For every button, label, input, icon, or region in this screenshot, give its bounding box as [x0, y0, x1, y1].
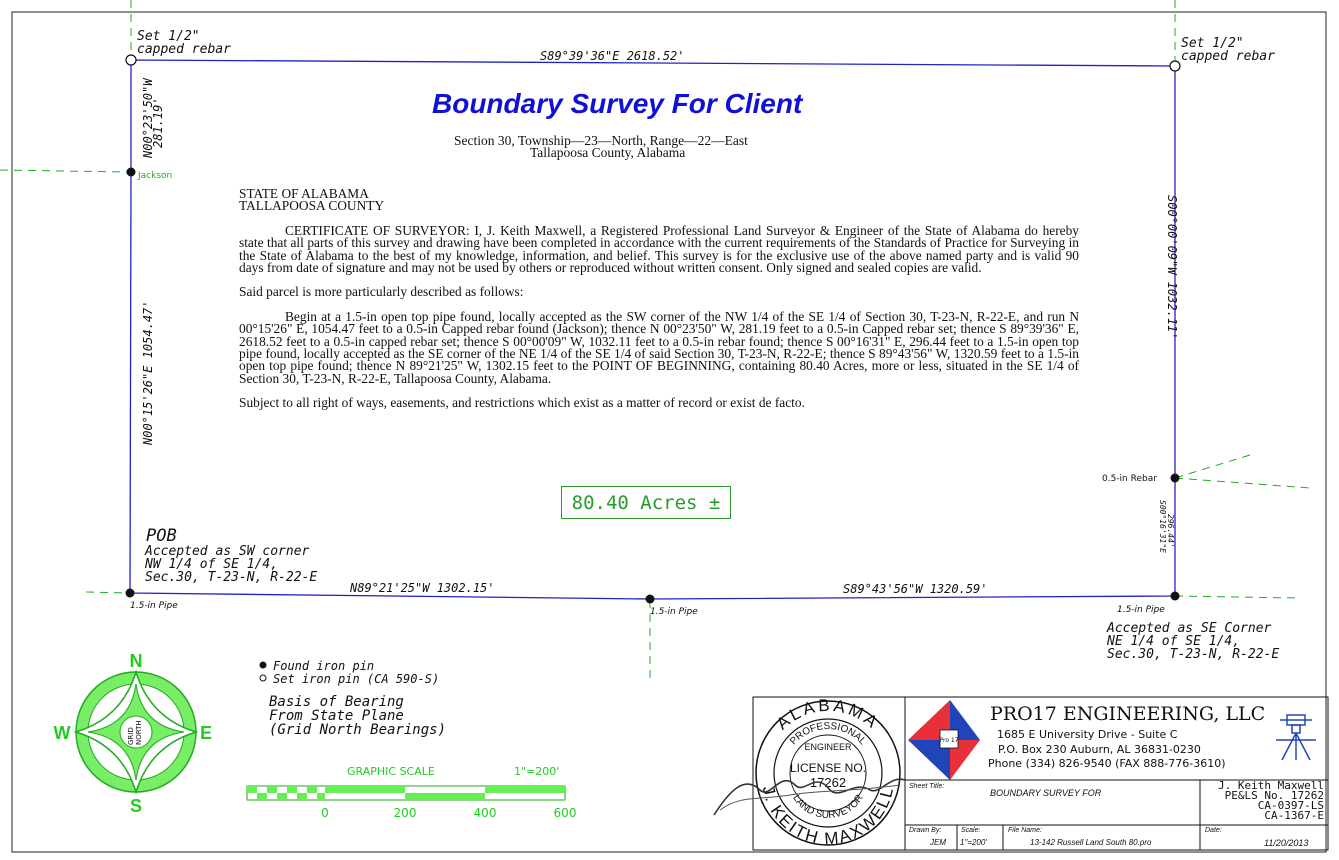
- subtitle-line-1: Section 30, Township—23—North, Range—22—East: [454, 133, 748, 148]
- bearing-east-lower: S00°16'31"E: [1158, 500, 1167, 553]
- cert-county: TALLAPOOSA COUNTY: [239, 198, 385, 214]
- pipe-mid-label: 1.5-in Pipe: [650, 607, 698, 617]
- seal-role-2: ENGINEER: [804, 742, 852, 752]
- scale-title: GRAPHIC SCALE: [347, 765, 435, 778]
- seal-license-label: LICENSE NO.: [789, 761, 867, 775]
- scale-tick-200: 200: [393, 806, 417, 820]
- sheet-title-label: Sheet Title:: [909, 783, 945, 790]
- cert-paragraph-1: CERTIFICATE OF SURVEYOR: I, J. Keith Maxwell, a Registered Professional Land Surveyor & Engineer of the State of Alabama do hereby state that all parts of this survey and drawing have been completed in accordance with the current requirements of the Standards of Practice for Surveying in the State of Alabama to the best of my knowledge, information, and belief. This survey is for the exclusive use of the above named party and is valid 90 days from date of signature and may not be used by others or reproduced without written consent. Only signed and sealed copies are valid.: [239, 222, 1079, 276]
- scale-tick-600: 600: [553, 806, 577, 820]
- firm-address-1: 1685 E University Drive - Suite C: [997, 728, 1178, 741]
- legend-found-icon: [260, 662, 267, 669]
- sheet-title: BOUNDARY SURVEY FOR: [990, 788, 1102, 798]
- drawn-by: JEM: [930, 838, 946, 847]
- engineer-block: [1204, 781, 1324, 821]
- ne-corner-label-2: capped rebar: [1181, 49, 1275, 64]
- found-pin-rebar: [1171, 474, 1180, 483]
- bearing-west-lower: N00°15'26"E 1054.47': [141, 300, 155, 445]
- scale-tick-0: 0: [321, 806, 329, 820]
- bearing-west-upper-dist: 281.19': [151, 97, 165, 148]
- scale-ratio: 1"=200': [514, 765, 560, 778]
- nw-corner-label-1: Set 1/2": [137, 29, 200, 44]
- found-pin-jackson: [127, 168, 136, 177]
- engineer-license-3: CA-1367-E: [1264, 809, 1324, 822]
- se-corner-line-3: Sec.30, T-23-N, R-22-E: [1107, 647, 1280, 662]
- legend-set-icon: [260, 675, 266, 681]
- se-corner-line-2: NE 1/4 of SE 1/4,: [1107, 634, 1241, 649]
- pob-line-1: Accepted as SW corner: [145, 544, 310, 559]
- pob-line-2: NW 1/4 of SE 1/4,: [145, 557, 279, 572]
- cert-paragraph-4: Subject to all right of ways, easements, and restrictions which exist as a matter of record or exist de facto.: [239, 395, 805, 411]
- surveyor-certificate: [239, 188, 1079, 410]
- ne-corner-label-1: Set 1/2": [1181, 36, 1244, 51]
- cert-paragraph-3: Begin at a 1.5-in open top pipe found, locally accepted as the SW corner of the NW 1/4 of the SE 1/4 of Section 30, T-23-N, R-22-E, and run N 00°15'26" E, 1054.47 feet to a 0.5-in Capped rebar found (Jackson); thence N 00°23'50" W, 281.19 feet to a 0.5-in Capped rebar set; thence S 89°39'36" E, 2618.52 feet to a 0.5-in capped rebar set; thence S 00°00'09" W, 1032.11 feet to a 0.5-in rebar found; thence S 00°16'31" E, 296.44 feet to a 1.5-in open top pipe found, locally accepted as the SE corner of the NE 1/4 of the SE 1/4 of said Section 30, T-23-N, R-22-E; thence S 89°43'56" W, 1320.59 feet to a 1.5-in open top pipe found; thence N 89°21'25" W, 1302.15 feet to the POINT OF BEGINNING, containing 80.40 Acres, more or less, situated in the SE 1/4 of Section 30, T-23-N, R-22-E, Tallapoosa County, Alabama.: [239, 308, 1079, 386]
- compass-e: E: [199, 723, 213, 743]
- found-pin-se: [1171, 592, 1180, 601]
- pipe-sw-label: 1.5-in Pipe: [130, 601, 178, 611]
- scale-value: 1"=200': [960, 838, 987, 847]
- seal-state: ALABAMA: [772, 695, 884, 734]
- set-pin-nw: [126, 55, 136, 65]
- file-name-label: File Name:: [1008, 827, 1042, 834]
- scale-label: Scale:: [961, 827, 981, 834]
- cert-paragraph-2: Said parcel is more particularly described as follows:: [239, 284, 524, 300]
- page-subtitle: [454, 135, 748, 159]
- bearing-south-east: S89°43'56"W 1320.59': [843, 582, 988, 596]
- basis-line-2: From State Plane: [269, 708, 404, 724]
- jackson-label: Jackson: [138, 171, 173, 181]
- acreage-box: 80.40 Acres ±: [561, 486, 731, 519]
- seal-role-3: LAND SURVEYOR: [790, 792, 866, 822]
- firm-phone: Phone (334) 826-9540 (FAX 888-776-3610): [988, 757, 1226, 770]
- firm-address-2: P.O. Box 230 Auburn, AL 36831-0230: [998, 743, 1201, 756]
- north-arrow-compass: [54, 651, 213, 816]
- pro17-logo: [908, 700, 980, 780]
- seal-license-no: 17262: [809, 775, 847, 790]
- basis-line-3: (Grid North Bearings): [269, 722, 447, 738]
- set-pin-ne: [1170, 61, 1180, 71]
- pob-line-3: Sec.30, T-23-N, R-22-E: [145, 570, 318, 585]
- seal-name: J. KEITH MAXWELL: [758, 784, 898, 849]
- cert-state: STATE OF ALABAMA: [239, 186, 369, 201]
- theodolite-icon: [1276, 715, 1316, 760]
- scale-tick-400: 400: [473, 806, 497, 820]
- engineer-license-1: PE&LS No. 17262: [1224, 789, 1324, 802]
- subtitle-line-2: Tallapoosa County, Alabama: [530, 145, 686, 160]
- pob-label: POB: [146, 526, 177, 546]
- file-name: 13-142 Russell Land South 80.pro: [1030, 838, 1152, 847]
- firm-name: PRO17 ENGINEERING, LLC: [990, 703, 1266, 725]
- bearing-west-upper: N00°23'50"W: [141, 78, 155, 158]
- basis-line-1: Basis of Bearing: [269, 694, 404, 710]
- legend-found: Found iron pin: [273, 659, 375, 673]
- date-label: Date:: [1205, 827, 1222, 834]
- bearing-north: S89°39'36"E 2618.52': [540, 49, 685, 63]
- rebar-label: 0.5-in Rebar: [1102, 474, 1157, 484]
- bearing-east-lower-dist: 296.44': [1166, 514, 1175, 548]
- found-pin-mid: [646, 595, 655, 604]
- graphic-scale: [247, 765, 576, 820]
- se-corner-line-1: Accepted as SE Corner: [1107, 621, 1272, 636]
- drawn-by-label: Drawn By:: [909, 827, 942, 834]
- nw-corner-label-2: capped rebar: [137, 42, 231, 57]
- pe-ls-seal: [714, 696, 905, 849]
- engineer-name: J. Keith Maxwell: [1218, 779, 1324, 792]
- logo-text: Pro 17: [939, 737, 959, 744]
- found-pin-sw: [126, 589, 135, 598]
- page-title: Boundary Survey For Client: [432, 88, 803, 119]
- pipe-se-label: 1.5-in Pipe: [1117, 605, 1165, 615]
- compass-w: W: [53, 723, 71, 743]
- date-value: 11/20/2013: [1264, 838, 1309, 848]
- legend-set: Set iron pin (CA 590-S): [273, 672, 440, 686]
- bearing-south-west: N89°21'25"W 1302.15': [350, 581, 495, 595]
- bearing-east-upper: S00°00'09"W 1032.11': [1165, 195, 1179, 340]
- compass-center-1: GRID: [127, 727, 135, 745]
- compass-s: S: [129, 796, 143, 816]
- engineer-license-2: CA-0397-LS: [1257, 799, 1324, 812]
- compass-center-2: NORTH: [135, 720, 143, 745]
- compass-n: N: [129, 651, 143, 671]
- seal-role-1: PROFESSIONAL: [788, 720, 869, 748]
